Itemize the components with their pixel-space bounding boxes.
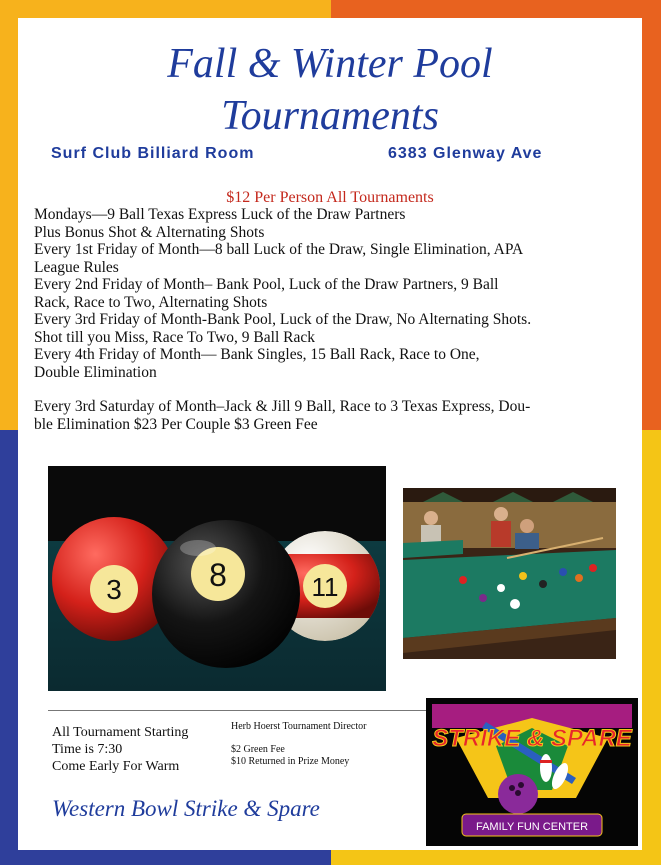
logo-subtitle: FAMILY FUN CENTER bbox=[475, 821, 589, 833]
fee-line: $10 Returned in Prize Money bbox=[231, 756, 350, 767]
schedule-line: Every 3rd Friday of Month-Bank Pool, Luck of the Draw, No Alternating Shots. bbox=[34, 311, 532, 328]
tournament-director: Herb Hoerst Tournament Director bbox=[231, 721, 367, 732]
schedule-line: Every 4th Friday of Month— Bank Singles, 15 Ball Rack, Race to One, bbox=[34, 346, 480, 363]
pool-balls-photo bbox=[48, 466, 386, 691]
schedule-spacer bbox=[34, 381, 634, 398]
start-line: All Tournament Starting bbox=[52, 725, 189, 740]
tournament-schedule bbox=[34, 206, 634, 433]
saturday-line: Every 3rd Saturday of Month–Jack & Jill 9 Ball, Race to 3 Texas Express, Dou- bbox=[34, 398, 531, 415]
saturday-line: ble Elimination $23 Per Couple $3 Green Fee bbox=[34, 415, 318, 433]
flyer-panel bbox=[18, 18, 642, 850]
logo-title: STRIKE & SPARE bbox=[432, 725, 632, 752]
start-line: Come Early For Warm bbox=[52, 759, 180, 774]
ball-three-number: 3 bbox=[106, 574, 122, 605]
schedule-line: Plus Bonus Shot & Alternating Shots bbox=[34, 223, 265, 241]
fee-line: $2 Green Fee bbox=[231, 744, 285, 755]
venue-name: Surf Club Billiard Room bbox=[51, 145, 255, 162]
schedule-line: Every 2nd Friday of Month– Bank Pool, Luck of the Draw Partners, 9 Ball bbox=[34, 276, 499, 293]
start-time-info bbox=[52, 724, 188, 775]
footer-venue: Western Bowl Strike & Spare bbox=[52, 796, 320, 821]
billiard-room-illustration bbox=[403, 488, 616, 659]
schedule-line: Double Elimination bbox=[34, 363, 157, 381]
schedule-line: Mondays—9 Ball Texas Express Luck of the Draw Partners bbox=[34, 206, 406, 223]
schedule-line: Every 1st Friday of Month—8 ball Luck of the Draw, Single Elimination, APA bbox=[34, 241, 524, 258]
price-note: $12 Per Person All Tournaments bbox=[226, 189, 434, 206]
logo-graphic bbox=[426, 698, 638, 846]
fee-info bbox=[231, 744, 349, 768]
divider bbox=[48, 710, 433, 711]
schedule-line: Shot till you Miss, Race To Two, 9 Ball Rack bbox=[34, 328, 315, 346]
start-line: Time is 7:30 bbox=[52, 742, 123, 757]
pool-balls-illustration bbox=[48, 466, 386, 691]
schedule-line: Rack, Race to Two, Alternating Shots bbox=[34, 293, 268, 311]
ball-eight-number: 8 bbox=[209, 557, 227, 593]
page-title-line2: Tournaments bbox=[221, 93, 439, 139]
strike-spare-logo bbox=[426, 698, 638, 846]
venue-address: 6383 Glenway Ave bbox=[388, 145, 543, 162]
schedule-line: League Rules bbox=[34, 258, 119, 276]
billiard-room-photo bbox=[403, 488, 616, 659]
ball-eleven-number: 11 bbox=[311, 572, 339, 602]
page-title-line1: Fall & Winter Pool bbox=[167, 41, 493, 87]
